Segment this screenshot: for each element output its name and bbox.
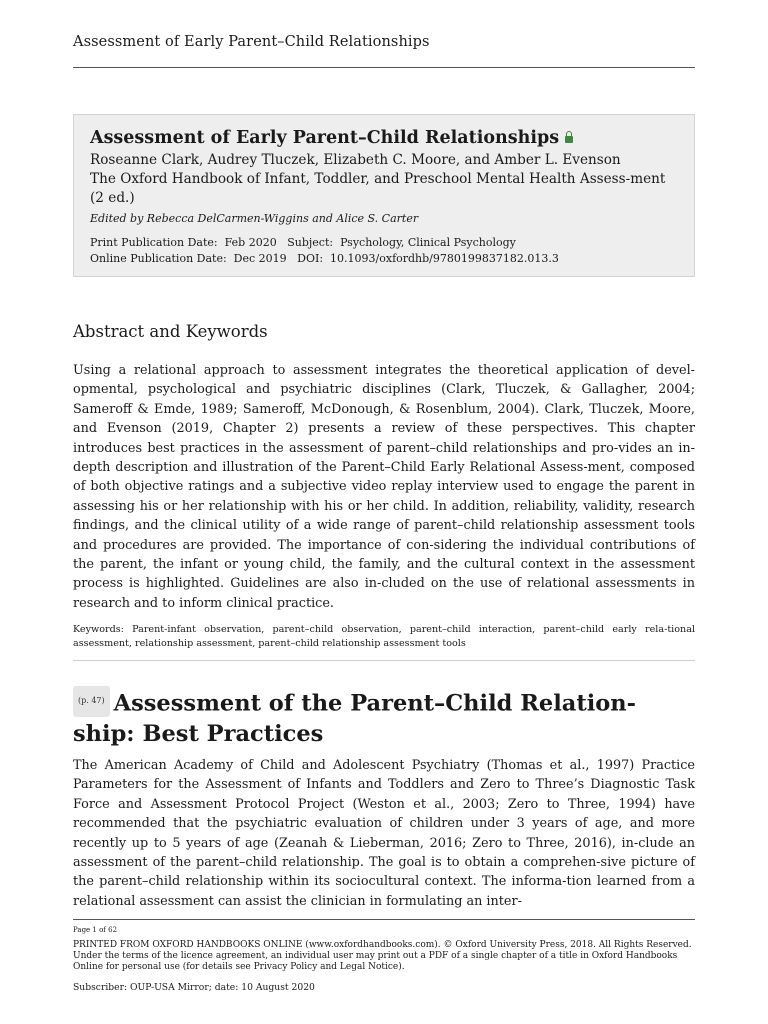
chapter-title-text: Assessment of Early Parent–Child Relationships [90,128,560,148]
page-marker: (p. 47) [73,686,110,717]
running-header-title: Assessment of Early Parent–Child Relationships [73,34,430,50]
subscriber-line: Subscriber: OUP-USA Mirror; date: 10 August 2020 [73,982,315,993]
section-heading-text: Assessment of the Parent–Child Relation-ship: Best Practices [73,690,636,747]
editors: Edited by Rebecca DelCarmen-Wiggins and Alice S. Carter [90,212,419,225]
keywords-label: Keywords: [73,624,124,635]
online-pub-label: Online Publication Date: [90,251,227,265]
keywords-divider [73,660,695,661]
print-pub-date: Feb 2020 [224,236,277,249]
doi-value: 10.1093/oxfordhb/9780199837182.013.3 [330,251,559,265]
page-number: Page 1 of 62 [73,926,118,934]
print-pub-label: Print Publication Date: [90,236,218,249]
copyright-notice: PRINTED FROM OXFORD HANDBOOKS ONLINE (www.oxfordhandbooks.com). © Oxford University Press, 2018. All Rights Reserved. Under the terms of the licence agreement, an individual user may print out a PDF of a single chapter of a title in Oxford Handbooks Online for personal use (for details see Privacy Policy and Legal Notice). [73,940,692,973]
citation-box [73,114,695,277]
authors: Roseanne Clark, Audrey Tluczek, Elizabeth C. Moore, and Amber L. Evenson [90,152,621,168]
lock-icon [565,136,573,143]
subject-value: Psychology, Clinical Psychology [340,236,516,249]
keywords [73,623,695,651]
publication-meta [90,235,678,266]
online-pub-date: Dec 2019 [233,251,287,265]
book-title: The Oxford Handbook of Infant, Toddler, and Preschool Mental Health Assess-ment (2 ed.) [90,171,666,206]
doi-label: DOI: [297,251,324,265]
section-paragraph: The American Academy of Child and Adolescent Psychiatry (Thomas et al., 1997) Practice Parameters for the Assessment of Infants and Toddlers and Zero to Three’s Diagnostic Task Force and Assessment Protocol Project (Weston et al., 2003; Zero to Three, 1994) have recommended that the psychiatric evaluation of children under 3 years of age, and more recently up to 5 years of age (Zeanah & Lieberman, 2016; Zero to Three, 2016), in-clude an assessment of the parent–child relationship. The goal is to obtain a comprehen-sive picture of the parent–child relationship within its sociocultural context. The informa-tion learned from a relational assessment can assist the clinician in formulating an inter- [73,758,695,909]
section-heading [73,689,695,748]
footer-divider [73,919,695,920]
abstract-heading: Abstract and Keywords [73,322,268,341]
keywords-list: Parent-infant observation, parent–child observation, parent–child interaction, parent–child early rela-tional assessment, relationship assessment, parent–child relationship assessment tools [73,624,695,649]
header-divider [73,67,695,68]
subject-label: Subject: [287,236,334,249]
abstract-text: Using a relational approach to assessment integrates the theoretical application of devel-opmental, psychological and psychiatric disciplines (Clark, Tluczek, & Gallagher, 2004; Sameroff & Emde, 1989; Sameroff, McDonough, & Rosenblum, 2004). Clark, Tluczek, Moore, and Evenson (2019, Chapter 2) presents a review of these perspectives. This chapter introduces best practices in the assessment of parent–child relationships and pro-vides an in-depth description and illustration of the Parent–Child Early Relational Assess-ment, composed of both objective ratings and a subjective video replay interview used to engage the parent in assessing his or her relationship with his or her child. In addition, reliability, validity, research findings, and the clinical utility of a wide range of parent–child relationship assessment tools and procedures are provided. The importance of con-sidering the individual contributions of the parent, the infant or young child, the family, and the cultural context in the assessment process is highlighted. Guidelines are also in-cluded on the use of relational assessments in research and to inform clinical practice. [73,363,695,611]
chapter-title [90,126,678,150]
